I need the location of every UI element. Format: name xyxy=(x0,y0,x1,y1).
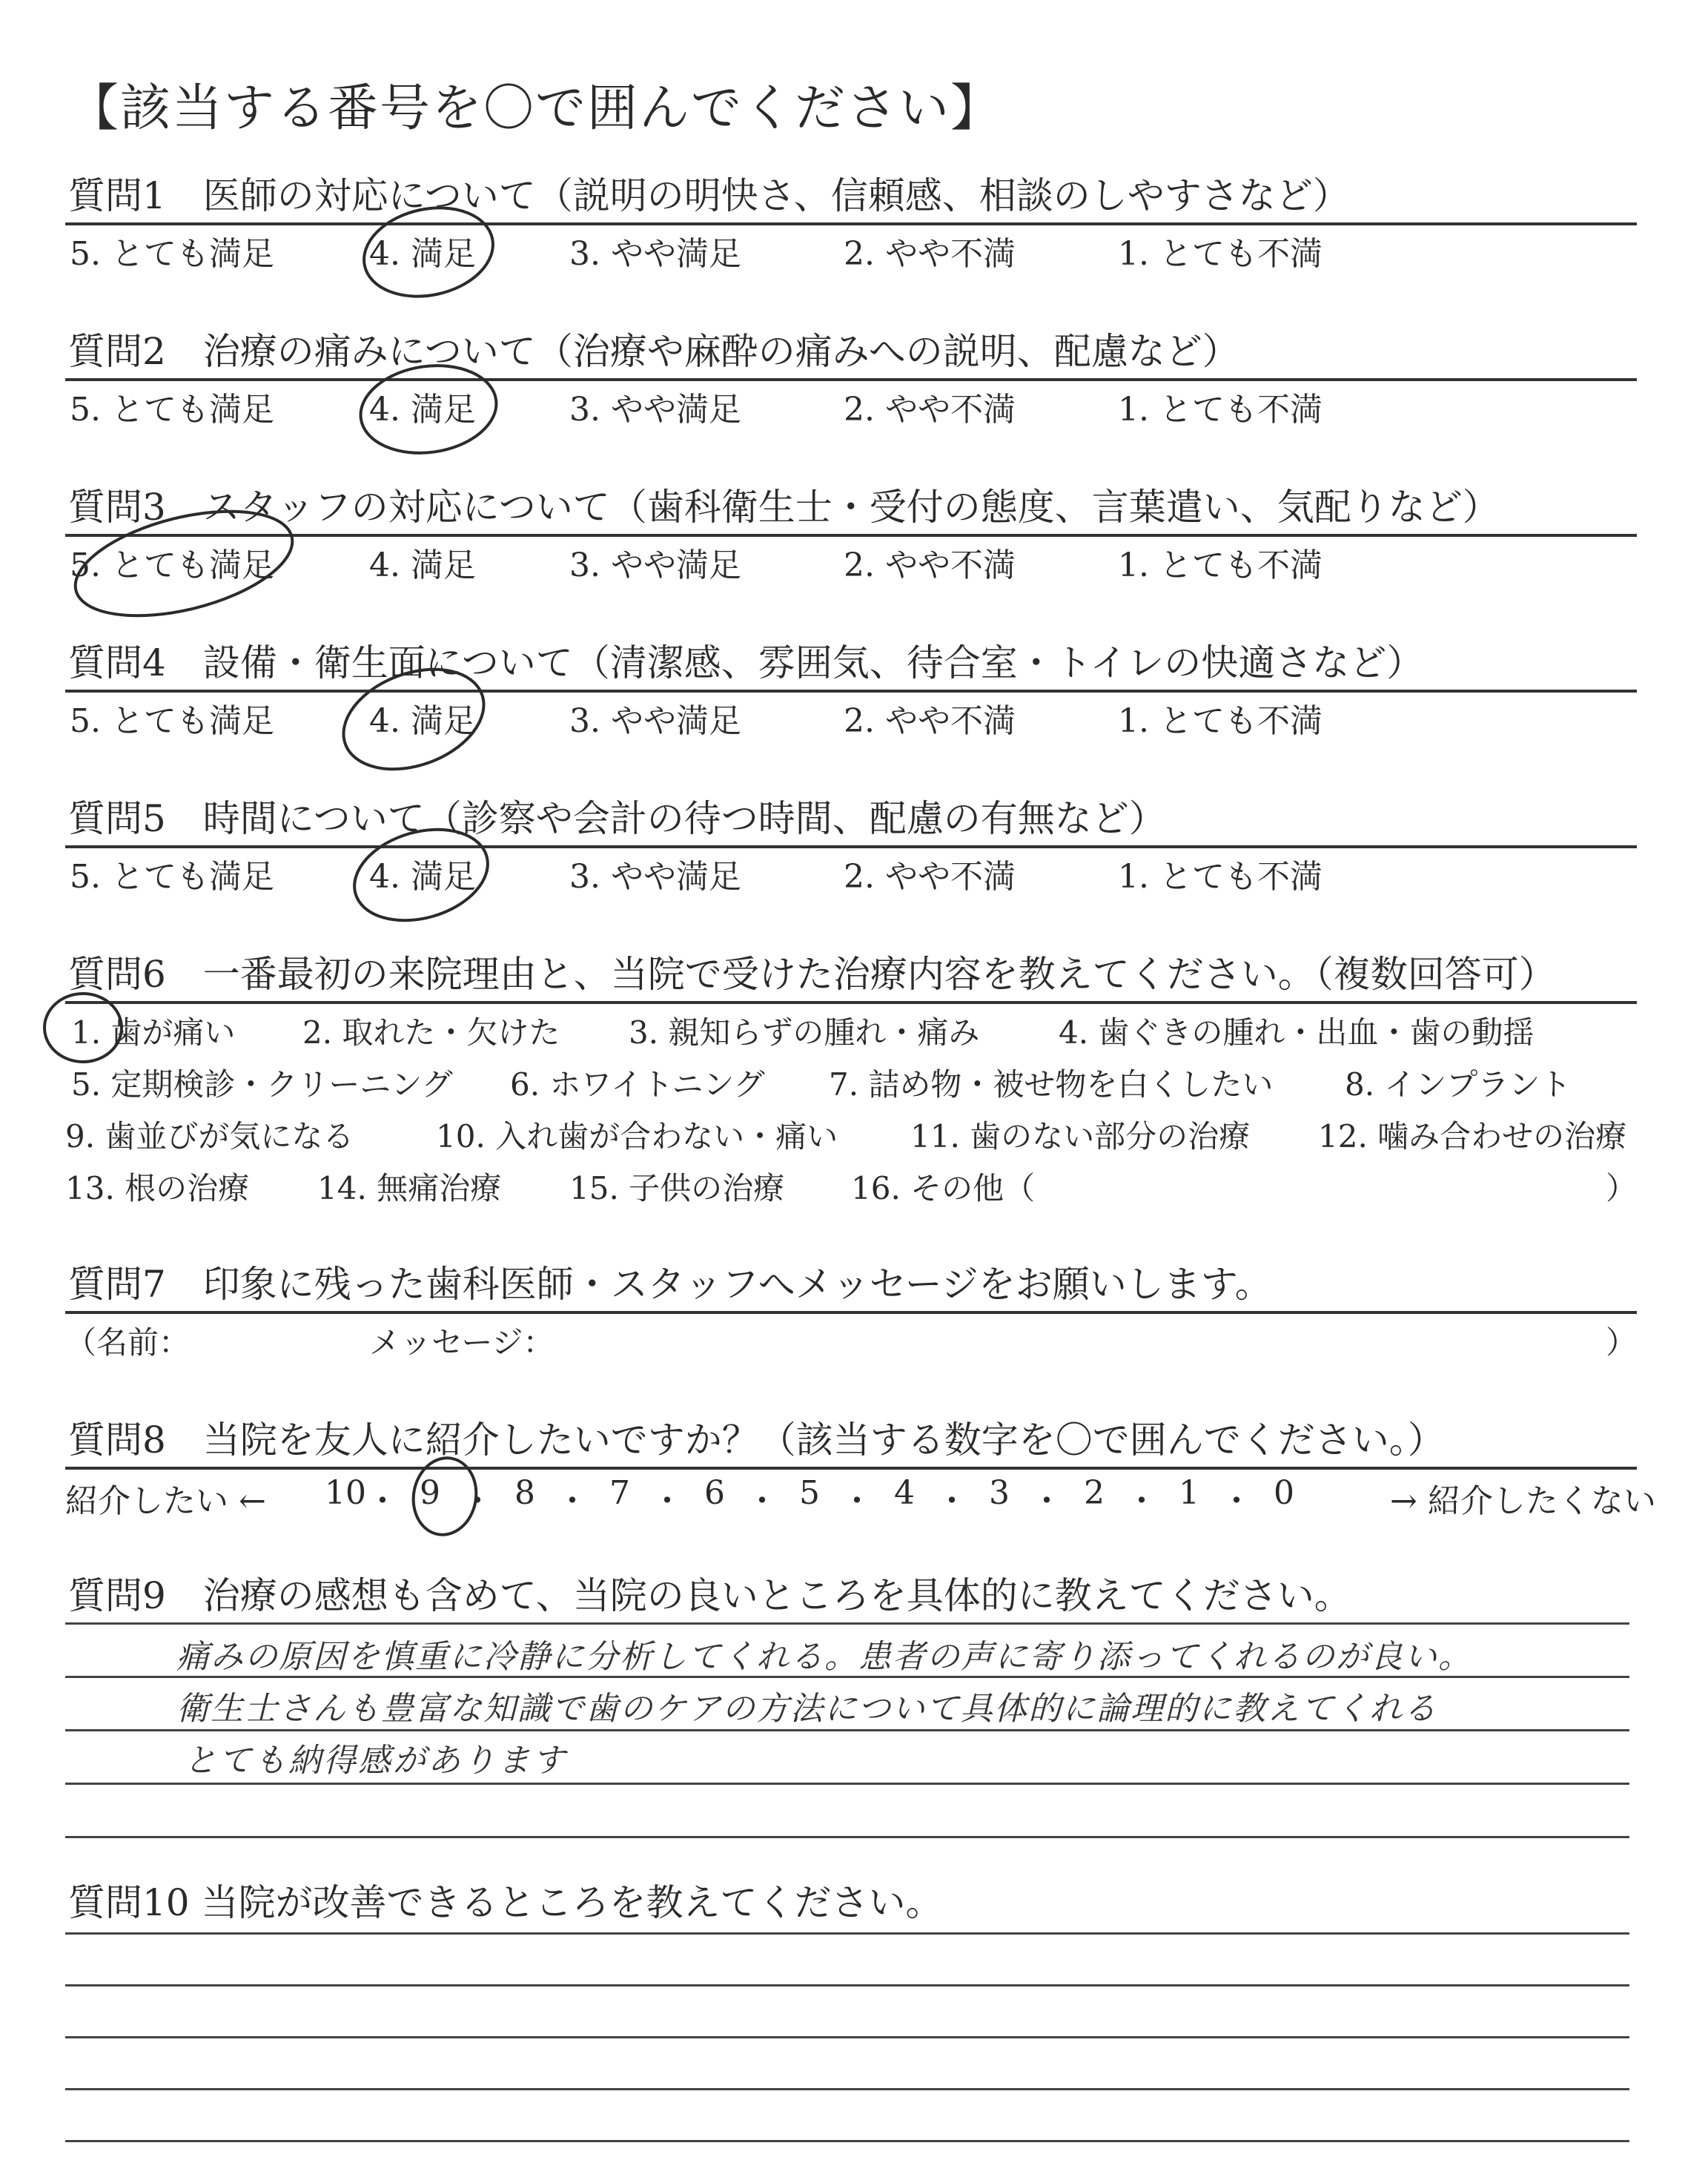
question-2 xyxy=(65,325,1637,433)
option-somewhat-satisfied[interactable]: 3. やや満足 xyxy=(569,546,741,584)
option-very-satisfied[interactable]: 5. とても満足 xyxy=(70,546,274,584)
answer-line xyxy=(65,1984,1629,1986)
question-6-title: 質問6 一番最初の来院理由と、当院で受けた治療内容を教えてください。（複数回答可） xyxy=(68,953,1556,996)
scale-value-9[interactable]: 9 xyxy=(420,1474,440,1512)
option-checkup-cleaning[interactable]: 5. 定期検診・クリーニング xyxy=(71,1066,453,1103)
option-very-dissatisfied[interactable]: 1. とても不満 xyxy=(1118,702,1323,740)
handwritten-line-3: とても納得感があります xyxy=(184,1742,567,1780)
option-somewhat-dissatisfied[interactable]: 2. やや不満 xyxy=(844,391,1016,429)
option-satisfied[interactable]: 4. 満足 xyxy=(369,546,476,584)
question-9 xyxy=(65,1569,1637,1780)
message-label: メッセージ： xyxy=(369,1324,555,1361)
option-root-canal[interactable]: 13. 根の治療 xyxy=(65,1170,250,1206)
scale-separator: ・ xyxy=(461,1482,494,1520)
answer-line xyxy=(65,2088,1629,2090)
scale-left-label: 紹介したい ← xyxy=(65,1482,266,1520)
scale-separator: ・ xyxy=(1220,1482,1253,1520)
question-1-title: 質問1 医師の対応について（説明の明快さ、信頼感、相談のしやすさなど） xyxy=(68,174,1350,217)
option-somewhat-satisfied[interactable]: 3. やや満足 xyxy=(569,858,741,896)
option-satisfied[interactable]: 4. 満足 xyxy=(369,391,476,429)
other-close-paren: ） xyxy=(1606,1170,1638,1206)
option-children[interactable]: 15. 子供の治療 xyxy=(569,1170,785,1206)
question-6-options xyxy=(65,1004,1637,1219)
option-satisfied[interactable]: 4. 満足 xyxy=(369,858,476,896)
option-somewhat-dissatisfied[interactable]: 2. やや不満 xyxy=(844,858,1016,896)
question-8 xyxy=(65,1413,1656,1522)
option-bite[interactable]: 12. 噛み合わせの治療 xyxy=(1318,1118,1627,1155)
question-1 xyxy=(65,169,1637,277)
handwritten-line-1: 痛みの原因を慎重に冷静に分析してくれる。患者の声に寄り添ってくれるのが良い。 xyxy=(176,1638,1472,1676)
scale-value-6[interactable]: 6 xyxy=(704,1474,725,1512)
question-4 xyxy=(65,636,1637,744)
scale-value-5[interactable]: 5 xyxy=(799,1474,820,1512)
option-satisfied[interactable]: 4. 満足 xyxy=(369,235,476,273)
question-3-options xyxy=(65,537,1637,589)
option-very-satisfied[interactable]: 5. とても満足 xyxy=(70,235,274,273)
option-very-dissatisfied[interactable]: 1. とても不満 xyxy=(1118,235,1323,273)
question-5 xyxy=(65,792,1637,900)
question-5-title: 質問5 時間について（診察や会計の待つ時間、配慮の有無など） xyxy=(68,797,1166,840)
option-painless[interactable]: 14. 無痛治療 xyxy=(317,1170,502,1206)
option-other[interactable]: 16. その他（ xyxy=(851,1170,1036,1206)
question-3 xyxy=(65,480,1637,589)
scale-value-0[interactable]: 0 xyxy=(1274,1474,1294,1512)
option-chipped[interactable]: 2. 取れた・欠けた xyxy=(302,1014,560,1051)
answer-line xyxy=(65,2140,1629,2142)
scale-separator: ・ xyxy=(936,1482,968,1520)
option-wisdom-tooth[interactable]: 3. 親知らずの腫れ・痛み xyxy=(629,1014,980,1051)
answer-line xyxy=(65,1622,1629,1625)
answer-line xyxy=(65,1836,1629,1838)
question-10-title: 質問10 当院が改善できるところを教えてください。 xyxy=(68,1881,943,1924)
scale-value-2[interactable]: 2 xyxy=(1084,1474,1105,1512)
answer-line xyxy=(65,1932,1629,1935)
recommend-scale xyxy=(65,1470,1656,1522)
option-somewhat-satisfied[interactable]: 3. やや満足 xyxy=(569,702,741,740)
question-9-title: 質問9 治療の感想も含めて、当院の良いところを具体的に教えてください。 xyxy=(68,1574,1351,1617)
scale-value-4[interactable]: 4 xyxy=(894,1474,915,1512)
scale-separator: ・ xyxy=(366,1482,399,1520)
scale-value-8[interactable]: 8 xyxy=(514,1474,535,1512)
handwritten-line-2: 衛生士さんも豊富な知識で歯のケアの方法について具体的に論理的に教えてくれる xyxy=(176,1690,1438,1728)
question-10 xyxy=(65,1876,1637,1929)
option-somewhat-dissatisfied[interactable]: 2. やや不満 xyxy=(844,546,1016,584)
answer-line xyxy=(65,1729,1629,1731)
option-somewhat-dissatisfied[interactable]: 2. やや不満 xyxy=(844,702,1016,740)
question-7-fields xyxy=(65,1314,1638,1361)
answer-line xyxy=(65,2036,1629,2038)
question-4-options xyxy=(65,693,1637,744)
option-toothache[interactable]: 1. 歯が痛い xyxy=(71,1014,236,1051)
option-somewhat-satisfied[interactable]: 3. やや満足 xyxy=(569,391,741,429)
scale-value-3[interactable]: 3 xyxy=(989,1474,1010,1512)
scale-separator: ・ xyxy=(1030,1482,1063,1520)
question-2-title: 質問2 治療の痛みについて（治療や麻酔の痛みへの説明、配慮など） xyxy=(68,330,1239,373)
scale-separator: ・ xyxy=(746,1482,778,1520)
scale-separator: ・ xyxy=(841,1482,873,1520)
option-white-fillings[interactable]: 7. 詰め物・被せ物を白くしたい xyxy=(829,1066,1274,1103)
option-very-satisfied[interactable]: 5. とても満足 xyxy=(70,702,274,740)
option-dentures[interactable]: 10. 入れ歯が合わない・痛い xyxy=(436,1118,838,1155)
option-whitening[interactable]: 6. ホワイトニング xyxy=(510,1066,765,1103)
option-very-dissatisfied[interactable]: 1. とても不満 xyxy=(1118,546,1323,584)
option-somewhat-dissatisfied[interactable]: 2. やや不満 xyxy=(844,235,1016,273)
option-satisfied[interactable]: 4. 満足 xyxy=(369,702,476,740)
scale-separator: ・ xyxy=(651,1482,683,1520)
scale-separator: ・ xyxy=(1125,1482,1158,1520)
question-7-title: 質問7 印象に残った歯科医師・スタッフへメッセージをお願いします。 xyxy=(68,1263,1272,1306)
question-2-options xyxy=(65,381,1637,433)
question-4-title: 質問4 設備・衛生面について（清潔感、雰囲気、待合室・トイレの快適さなど） xyxy=(68,641,1424,684)
scale-value-7[interactable]: 7 xyxy=(609,1474,630,1512)
question-6 xyxy=(65,948,1637,1219)
option-very-dissatisfied[interactable]: 1. とても不満 xyxy=(1118,858,1323,896)
option-alignment[interactable]: 9. 歯並びが気になる xyxy=(65,1118,354,1155)
question-7 xyxy=(65,1258,1638,1361)
page-heading: 【該当する番号を〇で囲んでください】 xyxy=(68,79,1003,138)
option-gum-swelling[interactable]: 4. 歯ぐきの腫れ・出血・歯の動揺 xyxy=(1059,1014,1535,1051)
name-label: （名前： xyxy=(65,1324,191,1361)
question-5-options xyxy=(65,848,1637,900)
scale-right-label: → 紹介したくない xyxy=(1390,1482,1656,1520)
scale-value-10[interactable]: 10 xyxy=(325,1474,366,1512)
option-very-satisfied[interactable]: 5. とても満足 xyxy=(70,391,274,429)
option-very-satisfied[interactable]: 5. とても満足 xyxy=(70,858,274,896)
answer-line xyxy=(65,1783,1629,1785)
question-8-title: 質問8 当院を友人に紹介したいですか？（該当する数字を〇で囲んでください。） xyxy=(68,1418,1445,1462)
scale-value-1[interactable]: 1 xyxy=(1179,1474,1199,1512)
option-missing-teeth[interactable]: 11. 歯のない部分の治療 xyxy=(910,1118,1251,1155)
option-somewhat-satisfied[interactable]: 3. やや満足 xyxy=(569,235,741,273)
message-close-paren: ） xyxy=(1606,1324,1638,1361)
question-3-title: 質問3 スタッフの対応について（歯科衛生士・受付の態度、言葉遣い、気配りなど） xyxy=(68,486,1500,529)
option-implant[interactable]: 8. インプラント xyxy=(1345,1066,1572,1103)
scale-separator: ・ xyxy=(556,1482,589,1520)
question-1-options xyxy=(65,225,1637,277)
option-very-dissatisfied[interactable]: 1. とても不満 xyxy=(1118,391,1323,429)
